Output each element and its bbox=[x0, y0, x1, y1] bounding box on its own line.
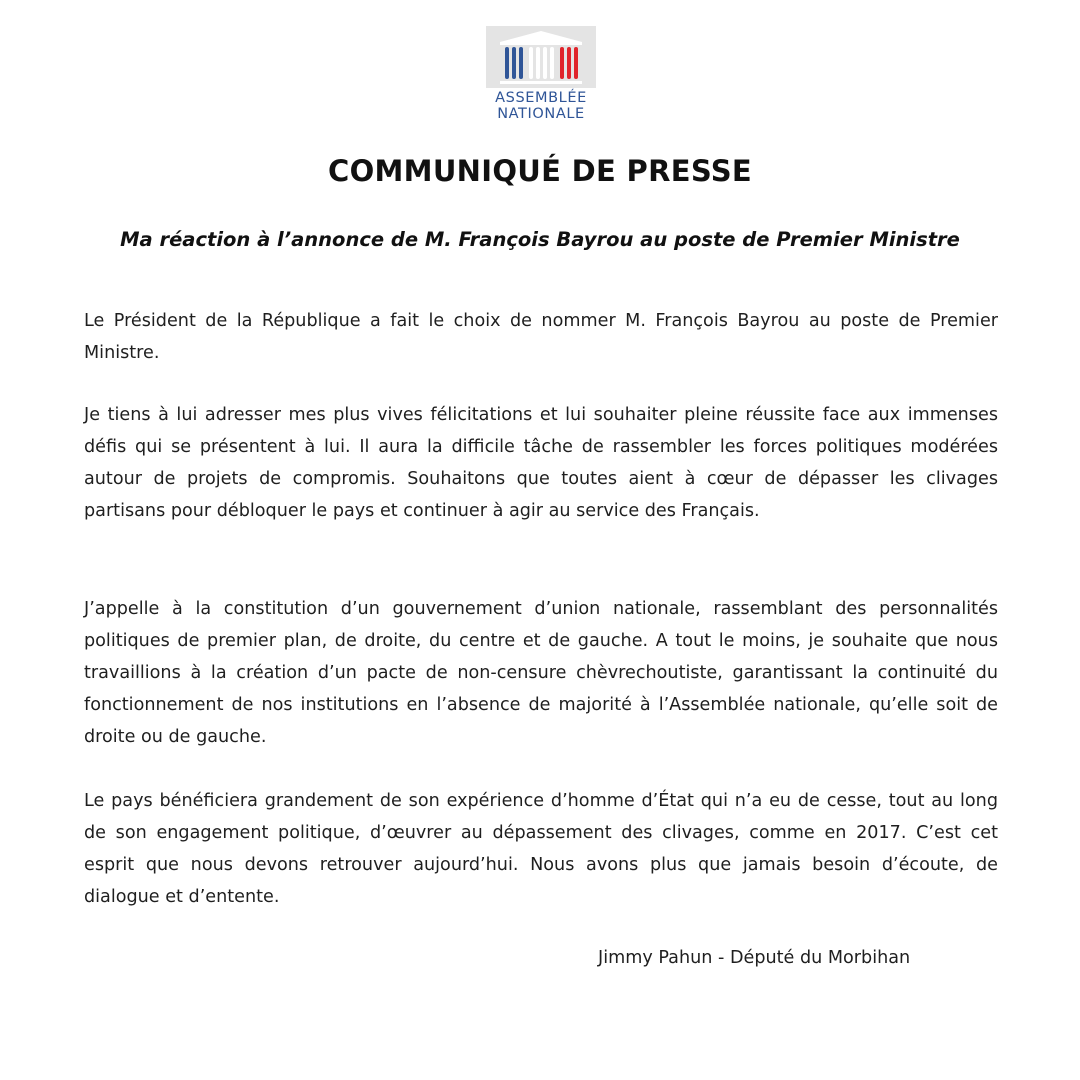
body-paragraph-3: J’appelle à la constitution d’un gouvernement d’union nationale, rassemblant des personnalités politiques de premier plan, de droite, du centre et de gauche. A tout le moins, je souhaite que nous travaillions à la création d’un pacte de non-censure chèvrechoutiste, garantissant la continuité du fonctionnement de nos institutions en l’absence de majorité à l’Assemblée nationale, qu’elle soit de droite ou de gauche. bbox=[84, 599, 998, 747]
emblem-column bbox=[536, 47, 540, 79]
emblem-column bbox=[574, 47, 578, 79]
emblem-column bbox=[560, 47, 564, 79]
emblem-column bbox=[567, 47, 571, 79]
body-paragraph-1: Le Président de la République a fait le choix de nommer M. François Bayrou au poste de Premier Ministre. bbox=[84, 311, 998, 363]
emblem-column bbox=[519, 47, 523, 79]
emblem-entablature bbox=[500, 42, 582, 45]
signature: Jimmy Pahun - Député du Morbihan bbox=[598, 948, 911, 968]
emblem-column bbox=[512, 47, 516, 79]
emblem-column bbox=[529, 47, 533, 79]
page-subtitle: Ma réaction à l’annonce de M. François Bayrou au poste de Premier Ministre bbox=[120, 228, 960, 251]
body-paragraph-4: Le pays bénéficiera grandement de son expérience d’homme d’État qui n’a eu de cesse, tout au long de son engagement politique, d’œuvrer au dépassement des clivages, comme en 2017. C’est cet esprit que nous devons retrouver aujourd’hui. Nous avons plus que jamais besoin d’écoute, de dialogue et d’entente. bbox=[84, 791, 998, 907]
emblem-column bbox=[550, 47, 554, 79]
logo-text-line2: NATIONALE bbox=[497, 106, 585, 122]
emblem-roof bbox=[500, 31, 582, 42]
logo-emblem-background bbox=[486, 26, 596, 88]
assemblee-nationale-logo bbox=[486, 26, 596, 126]
logo-text-line1: ASSEMBLÉE bbox=[495, 90, 587, 106]
hemicycle-emblem-icon bbox=[486, 26, 596, 88]
body-paragraph-2: Je tiens à lui adresser mes plus vives félicitations et lui souhaiter pleine réussite face aux immenses défis qui se présentent à lui. Il aura la difficile tâche de rassembler les forces politiques modérées autour de projets de compromis. Souhaitons que toutes aient à cœur de dépasser les clivages partisans pour débloquer le pays et continuer à agir au service des Français. bbox=[84, 405, 998, 521]
emblem-base bbox=[500, 81, 582, 84]
emblem-column bbox=[543, 47, 547, 79]
page-title: COMMUNIQUÉ DE PRESSE bbox=[327, 154, 753, 188]
emblem-column bbox=[505, 47, 509, 79]
